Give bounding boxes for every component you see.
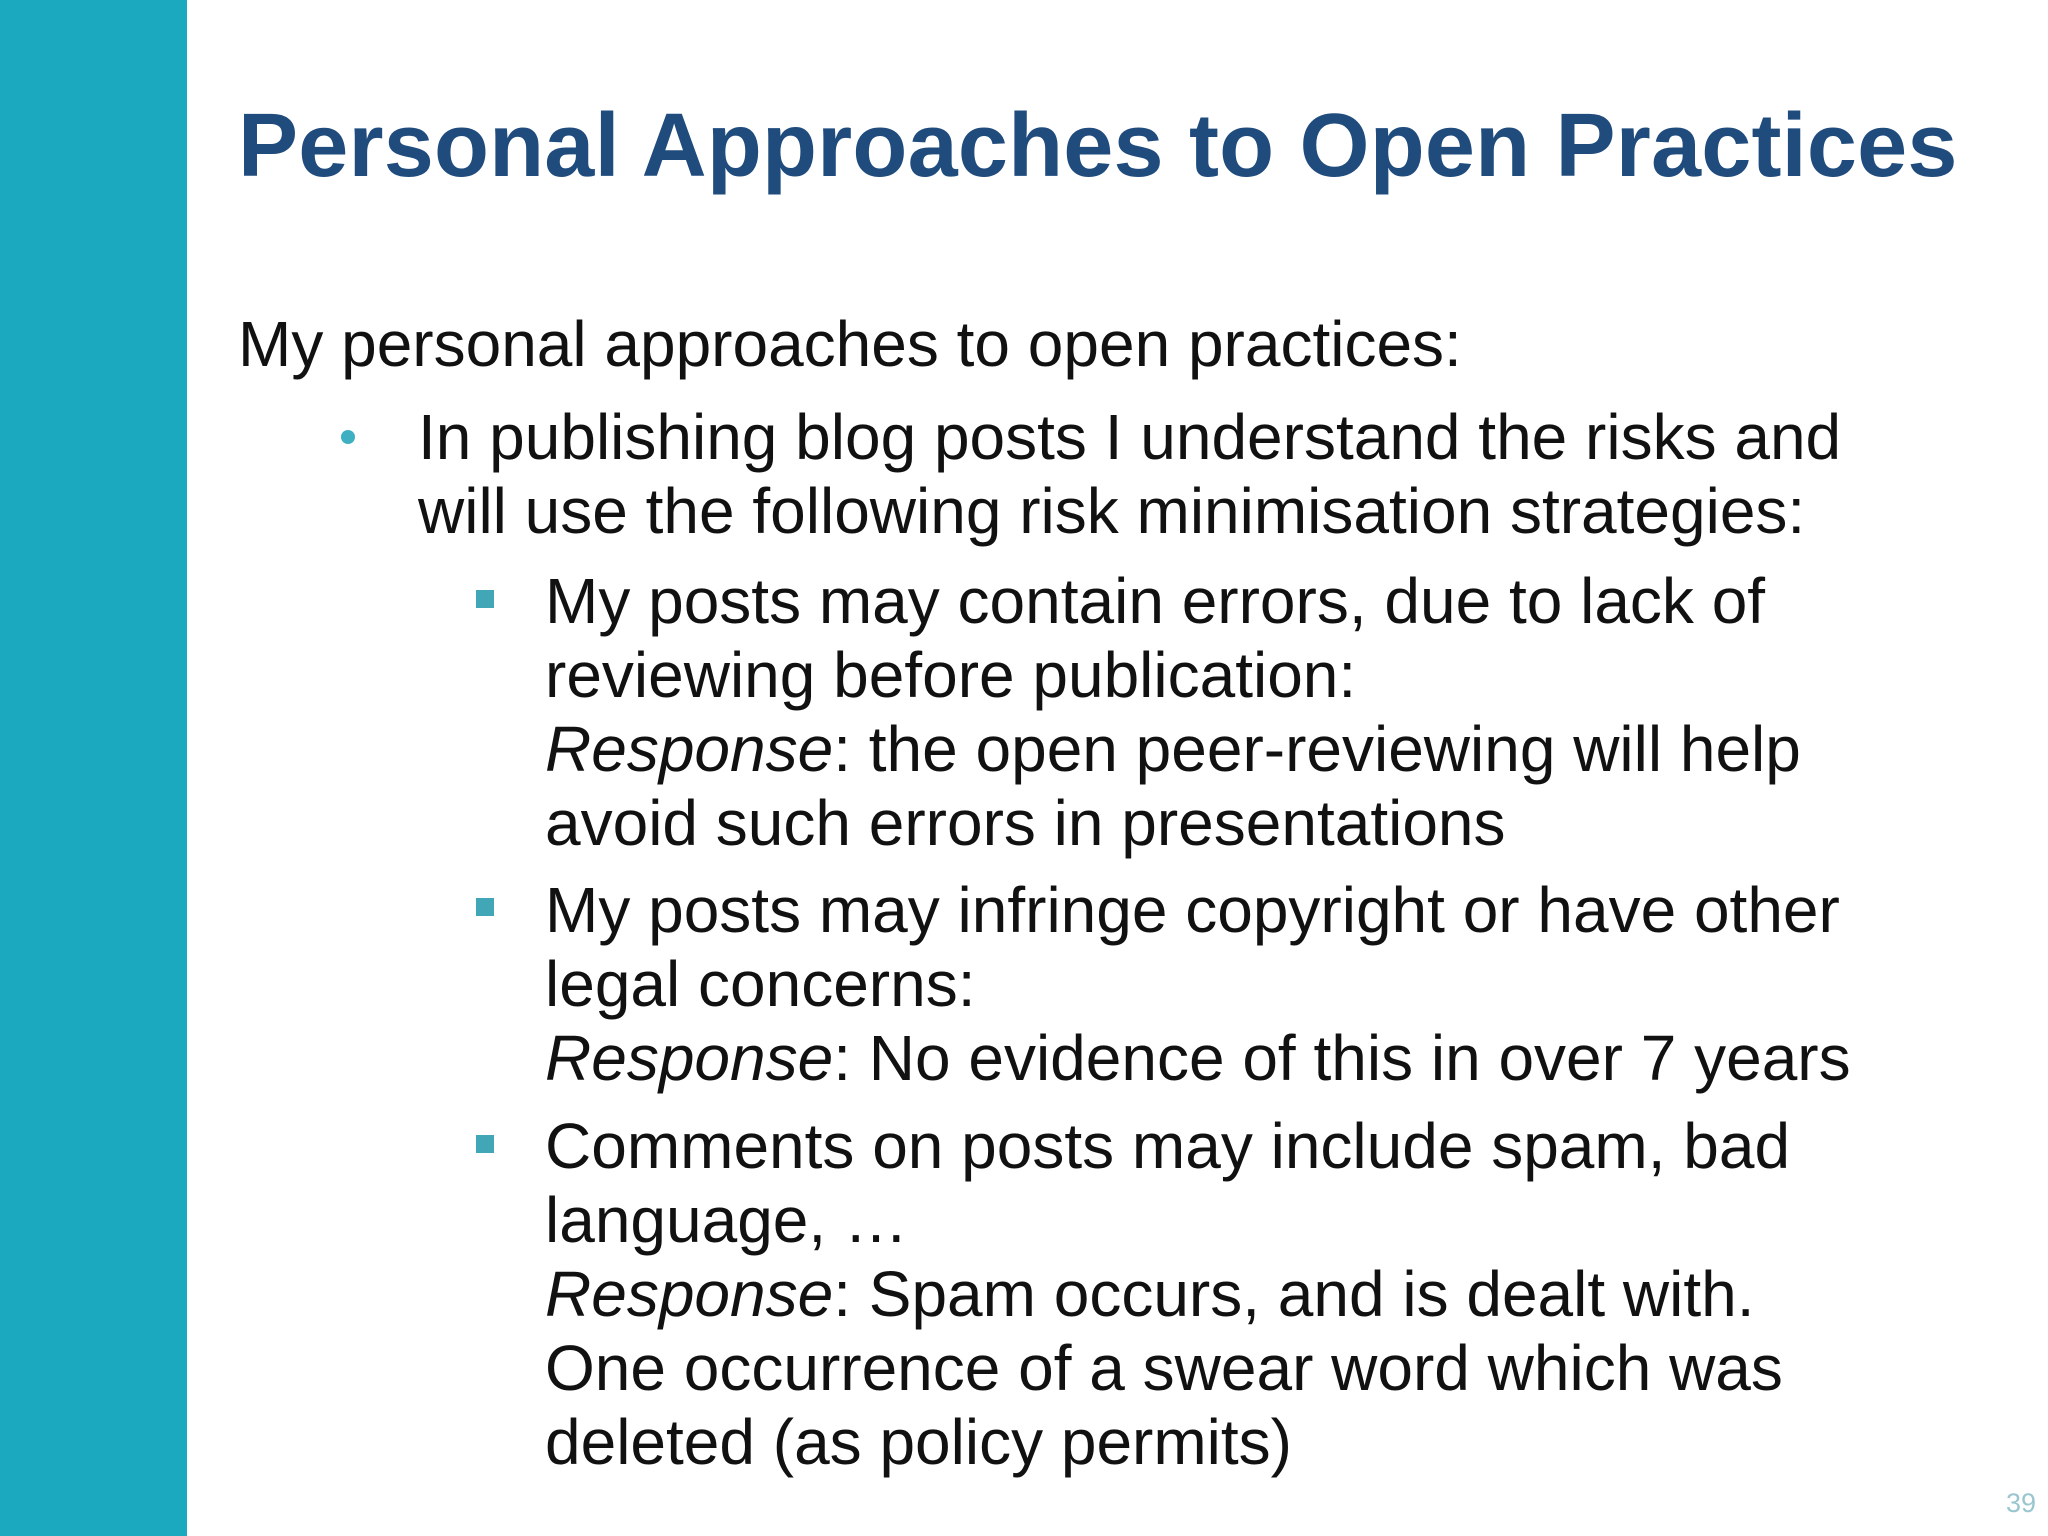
- response-text: : the open peer-reviewing will help: [833, 713, 1801, 785]
- subbullet-copyright-response: [545, 1021, 2005, 1095]
- bullet-dot-icon: [341, 430, 355, 444]
- subbullet-comments-line-1: Comments on posts may include spam, bad: [545, 1110, 1791, 1182]
- subbullet-comments-response-line-3: deleted (as policy permits): [545, 1406, 1292, 1478]
- intro-text: My personal approaches to open practices:: [238, 308, 1462, 380]
- response-text: : No evidence of this in over 7 years: [833, 1022, 1851, 1094]
- subbullet-copyright-line-2: legal concerns:: [545, 948, 976, 1020]
- subbullet-comments: [545, 1109, 2005, 1479]
- subbullet-copyright: [545, 873, 2005, 1095]
- subbullet-square-icon: [476, 1135, 494, 1153]
- subbullet-copyright-line-1: My posts may infringe copyright or have other: [545, 874, 1840, 946]
- response-label: Response: [545, 1258, 834, 1330]
- subbullet-errors: [545, 564, 2005, 860]
- left-accent-bar: [0, 0, 187, 1536]
- page-number: 39: [2005, 1488, 2036, 1518]
- subbullet-comments-line-2: language, …: [545, 1184, 908, 1256]
- subbullet-square-icon: [476, 898, 494, 916]
- subbullet-square-icon: [476, 590, 494, 608]
- subbullet-errors-line-1: My posts may contain errors, due to lack of: [545, 565, 1766, 637]
- main-bullet: [418, 400, 1978, 548]
- slide-title: Personal Approaches to Open Practices: [238, 96, 1958, 196]
- response-label: Response: [545, 1022, 834, 1094]
- subbullet-errors-line-2: reviewing before publication:: [545, 639, 1357, 711]
- response-text: : Spam occurs, and is dealt with.: [833, 1258, 1755, 1330]
- main-bullet-line-1: In publishing blog posts I understand the risks and: [418, 401, 1842, 473]
- subbullet-comments-response-line-2: One occurrence of a swear word which was: [545, 1332, 1783, 1404]
- subbullet-errors-response: [545, 712, 2005, 786]
- main-bullet-line-2: will use the following risk minimisation strategies:: [418, 475, 1806, 547]
- response-label: Response: [545, 713, 834, 785]
- subbullet-comments-response: [545, 1257, 2005, 1331]
- subbullet-errors-response-line-2: avoid such errors in presentations: [545, 787, 1506, 859]
